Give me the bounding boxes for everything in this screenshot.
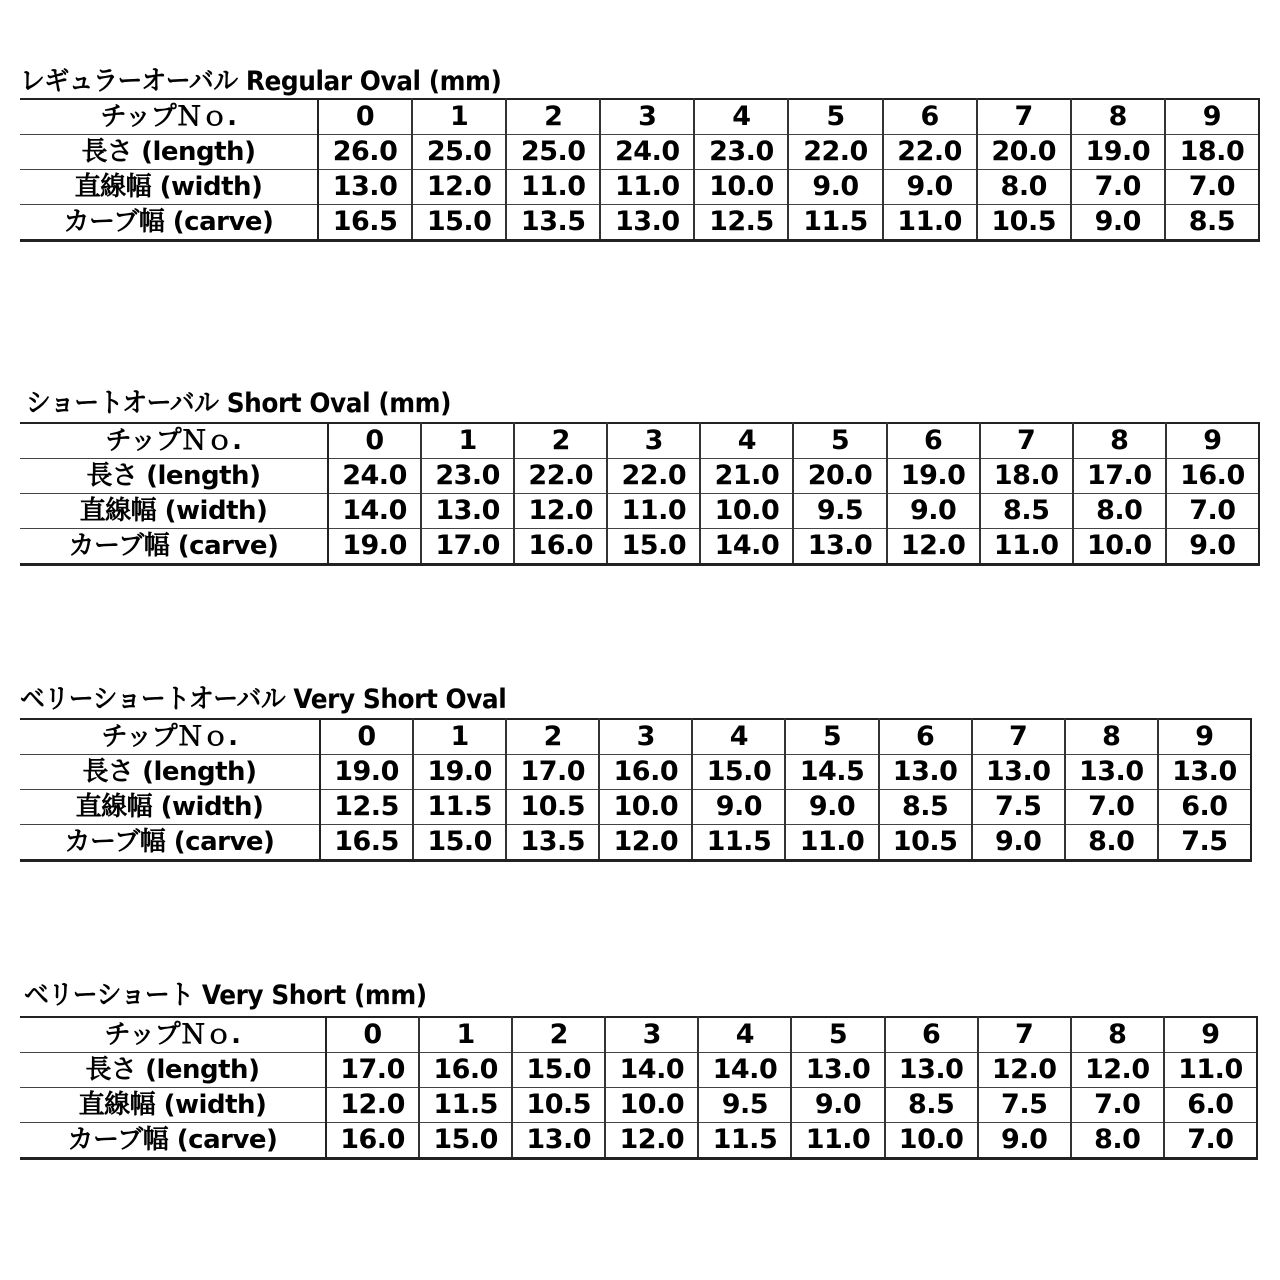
- table-cell: 18.0: [1165, 135, 1259, 170]
- table-cell: 11.0: [600, 170, 694, 205]
- header-cell: 7: [980, 423, 1073, 459]
- table-cell: 16.0: [599, 755, 692, 790]
- header-cell: 8: [1065, 719, 1158, 755]
- table-cell: 22.0: [788, 135, 882, 170]
- header-cell: 6: [887, 423, 980, 459]
- table-cell: 11.5: [413, 790, 506, 825]
- header-cell: 8: [1073, 423, 1166, 459]
- table-cell: 19.0: [320, 755, 413, 790]
- table-cell: 14.0: [328, 494, 421, 529]
- header-cell: 4: [698, 1017, 791, 1053]
- table-row-header: [20, 719, 1251, 755]
- size-table: [20, 98, 1260, 242]
- table-cell: 7.0: [1165, 170, 1259, 205]
- section-title: ベリーショート Very Short (mm): [24, 980, 427, 1011]
- table-cell: 11.0: [607, 494, 700, 529]
- table-row-carve: [20, 529, 1259, 565]
- row-label: 長さ (length): [20, 135, 318, 170]
- table-cell: 11.0: [785, 825, 878, 861]
- header-cell: 7: [972, 719, 1065, 755]
- header-label: チップＮｏ.: [20, 423, 328, 459]
- table-cell: 10.5: [879, 825, 972, 861]
- table-cell: 10.0: [694, 170, 788, 205]
- table-cell: 12.0: [326, 1088, 419, 1123]
- header-cell: 6: [883, 99, 977, 135]
- row-label: 長さ (length): [20, 1053, 326, 1088]
- header-cell: 7: [978, 1017, 1071, 1053]
- table-cell: 16.0: [1166, 459, 1259, 494]
- table-cell: 9.0: [1166, 529, 1259, 565]
- table-row-width: [20, 1088, 1257, 1123]
- table-cell: 23.0: [694, 135, 788, 170]
- table-cell: 13.0: [885, 1053, 978, 1088]
- table-cell: 11.0: [791, 1123, 884, 1159]
- table-cell: 9.0: [692, 790, 785, 825]
- table-cell: 22.0: [514, 459, 607, 494]
- header-cell: 0: [320, 719, 413, 755]
- table-cell: 14.0: [605, 1053, 698, 1088]
- table-cell: 9.0: [978, 1123, 1071, 1159]
- table-cell: 9.5: [793, 494, 886, 529]
- header-cell: 9: [1158, 719, 1251, 755]
- header-cell: 8: [1071, 1017, 1164, 1053]
- header-cell: 3: [599, 719, 692, 755]
- header-cell: 3: [605, 1017, 698, 1053]
- table-cell: 13.0: [512, 1123, 605, 1159]
- table-cell: 12.0: [887, 529, 980, 565]
- table-cell: 9.0: [791, 1088, 884, 1123]
- table-cell: 10.0: [599, 790, 692, 825]
- table-cell: 16.0: [326, 1123, 419, 1159]
- table-cell: 11.5: [419, 1088, 512, 1123]
- table-row-length: [20, 459, 1259, 494]
- table-cell: 16.0: [419, 1053, 512, 1088]
- header-cell: 8: [1071, 99, 1165, 135]
- table-cell: 12.0: [412, 170, 506, 205]
- table-cell: 9.0: [1071, 205, 1165, 241]
- table-cell: 19.0: [328, 529, 421, 565]
- row-label: 直線幅 (width): [20, 790, 320, 825]
- table-cell: 10.0: [885, 1123, 978, 1159]
- row-label: カーブ幅 (carve): [20, 1123, 326, 1159]
- header-cell: 2: [514, 423, 607, 459]
- table-cell: 8.0: [1073, 494, 1166, 529]
- header-cell: 2: [506, 99, 600, 135]
- table-cell: 10.5: [506, 790, 599, 825]
- table-row-width: [20, 494, 1259, 529]
- table-row-width: [20, 790, 1251, 825]
- header-cell: 4: [694, 99, 788, 135]
- header-cell: 7: [977, 99, 1071, 135]
- table-cell: 11.0: [1164, 1053, 1257, 1088]
- header-cell: 5: [788, 99, 882, 135]
- table-row-length: [20, 755, 1251, 790]
- table-cell: 14.0: [700, 529, 793, 565]
- table-cell: 9.0: [788, 170, 882, 205]
- table-cell: 7.0: [1166, 494, 1259, 529]
- table-cell: 13.0: [1158, 755, 1251, 790]
- table-row-length: [20, 1053, 1257, 1088]
- header-cell: 5: [791, 1017, 884, 1053]
- table-cell: 11.0: [506, 170, 600, 205]
- table-cell: 6.0: [1164, 1088, 1257, 1123]
- table-cell: 7.5: [978, 1088, 1071, 1123]
- table-cell: 11.0: [980, 529, 1073, 565]
- header-cell: 1: [413, 719, 506, 755]
- header-cell: 9: [1165, 99, 1259, 135]
- table-cell: 23.0: [421, 459, 514, 494]
- table-cell: 9.5: [698, 1088, 791, 1123]
- row-label: 長さ (length): [20, 459, 328, 494]
- header-cell: 5: [785, 719, 878, 755]
- table-cell: 8.0: [977, 170, 1071, 205]
- table-cell: 13.0: [972, 755, 1065, 790]
- table-row-carve: [20, 205, 1259, 241]
- table-cell: 21.0: [700, 459, 793, 494]
- size-table: [20, 422, 1260, 566]
- table-cell: 7.0: [1071, 1088, 1164, 1123]
- table-cell: 13.0: [421, 494, 514, 529]
- table-cell: 15.0: [412, 205, 506, 241]
- table-cell: 13.5: [506, 825, 599, 861]
- table-cell: 25.0: [412, 135, 506, 170]
- header-cell: 3: [607, 423, 700, 459]
- header-cell: 4: [692, 719, 785, 755]
- table-cell: 19.0: [1071, 135, 1165, 170]
- table-cell: 14.5: [785, 755, 878, 790]
- table-cell: 13.0: [879, 755, 972, 790]
- table-cell: 22.0: [883, 135, 977, 170]
- table-cell: 20.0: [977, 135, 1071, 170]
- header-label: チップＮｏ.: [20, 99, 318, 135]
- table-cell: 8.5: [980, 494, 1073, 529]
- table-cell: 9.0: [883, 170, 977, 205]
- table-cell: 8.5: [885, 1088, 978, 1123]
- table-cell: 12.0: [599, 825, 692, 861]
- header-cell: 5: [793, 423, 886, 459]
- table-cell: 20.0: [793, 459, 886, 494]
- header-cell: 9: [1166, 423, 1259, 459]
- section-title: ベリーショートオーバル Very Short Oval: [20, 684, 507, 715]
- header-cell: 4: [700, 423, 793, 459]
- table-cell: 7.0: [1164, 1123, 1257, 1159]
- table-cell: 12.5: [320, 790, 413, 825]
- size-table: [20, 1016, 1258, 1160]
- table-cell: 14.0: [698, 1053, 791, 1088]
- table-cell: 8.5: [879, 790, 972, 825]
- table-cell: 11.5: [698, 1123, 791, 1159]
- table-row-carve: [20, 825, 1251, 861]
- table-cell: 19.0: [413, 755, 506, 790]
- table-cell: 15.0: [607, 529, 700, 565]
- table-cell: 15.0: [692, 755, 785, 790]
- header-cell: 1: [412, 99, 506, 135]
- row-label: 直線幅 (width): [20, 170, 318, 205]
- table-cell: 13.5: [506, 205, 600, 241]
- row-label: カーブ幅 (carve): [20, 205, 318, 241]
- table-cell: 7.0: [1065, 790, 1158, 825]
- table-cell: 12.0: [514, 494, 607, 529]
- table-cell: 13.0: [318, 170, 412, 205]
- table-row-width: [20, 170, 1259, 205]
- table-cell: 11.5: [692, 825, 785, 861]
- table-cell: 15.0: [512, 1053, 605, 1088]
- header-cell: 0: [318, 99, 412, 135]
- section-title: レギュラーオーバル Regular Oval (mm): [20, 66, 502, 97]
- table-cell: 9.0: [972, 825, 1065, 861]
- header-label: チップＮｏ.: [20, 719, 320, 755]
- table-row-header: [20, 99, 1259, 135]
- table-cell: 15.0: [413, 825, 506, 861]
- table-cell: 24.0: [328, 459, 421, 494]
- header-cell: 2: [512, 1017, 605, 1053]
- table-cell: 12.0: [1071, 1053, 1164, 1088]
- table-cell: 13.0: [793, 529, 886, 565]
- header-cell: 2: [506, 719, 599, 755]
- table-cell: 10.0: [605, 1088, 698, 1123]
- table-cell: 17.0: [1073, 459, 1166, 494]
- table-cell: 18.0: [980, 459, 1073, 494]
- table-row-header: [20, 1017, 1257, 1053]
- table-cell: 12.0: [978, 1053, 1071, 1088]
- table-cell: 17.0: [421, 529, 514, 565]
- table-cell: 16.5: [320, 825, 413, 861]
- table-cell: 7.5: [1158, 825, 1251, 861]
- table-cell: 8.0: [1071, 1123, 1164, 1159]
- table-cell: 17.0: [506, 755, 599, 790]
- section-title: ショートオーバル Short Oval (mm): [26, 388, 451, 419]
- table-cell: 6.0: [1158, 790, 1251, 825]
- header-label: チップＮｏ.: [20, 1017, 326, 1053]
- table-cell: 25.0: [506, 135, 600, 170]
- table-cell: 13.0: [600, 205, 694, 241]
- row-label: カーブ幅 (carve): [20, 825, 320, 861]
- table-row-carve: [20, 1123, 1257, 1159]
- table-cell: 10.0: [1073, 529, 1166, 565]
- table-cell: 7.0: [1071, 170, 1165, 205]
- header-cell: 0: [326, 1017, 419, 1053]
- table-cell: 13.0: [791, 1053, 884, 1088]
- table-cell: 9.0: [785, 790, 878, 825]
- table-cell: 13.0: [1065, 755, 1158, 790]
- header-cell: 6: [885, 1017, 978, 1053]
- table-cell: 26.0: [318, 135, 412, 170]
- table-cell: 11.5: [788, 205, 882, 241]
- table-cell: 19.0: [887, 459, 980, 494]
- table-cell: 10.5: [512, 1088, 605, 1123]
- table-row-header: [20, 423, 1259, 459]
- table-cell: 11.0: [883, 205, 977, 241]
- header-cell: 9: [1164, 1017, 1257, 1053]
- table-cell: 12.0: [605, 1123, 698, 1159]
- table-cell: 17.0: [326, 1053, 419, 1088]
- header-cell: 6: [879, 719, 972, 755]
- row-label: カーブ幅 (carve): [20, 529, 328, 565]
- table-cell: 10.5: [977, 205, 1071, 241]
- table-cell: 16.0: [514, 529, 607, 565]
- table-cell: 10.0: [700, 494, 793, 529]
- table-cell: 15.0: [419, 1123, 512, 1159]
- header-cell: 1: [421, 423, 514, 459]
- row-label: 長さ (length): [20, 755, 320, 790]
- table-cell: 8.5: [1165, 205, 1259, 241]
- table-cell: 9.0: [887, 494, 980, 529]
- row-label: 直線幅 (width): [20, 1088, 326, 1123]
- table-cell: 12.5: [694, 205, 788, 241]
- header-cell: 0: [328, 423, 421, 459]
- table-cell: 7.5: [972, 790, 1065, 825]
- row-label: 直線幅 (width): [20, 494, 328, 529]
- header-cell: 1: [419, 1017, 512, 1053]
- size-table: [20, 718, 1252, 862]
- header-cell: 3: [600, 99, 694, 135]
- table-cell: 22.0: [607, 459, 700, 494]
- table-cell: 24.0: [600, 135, 694, 170]
- table-cell: 8.0: [1065, 825, 1158, 861]
- table-row-length: [20, 135, 1259, 170]
- table-cell: 16.5: [318, 205, 412, 241]
